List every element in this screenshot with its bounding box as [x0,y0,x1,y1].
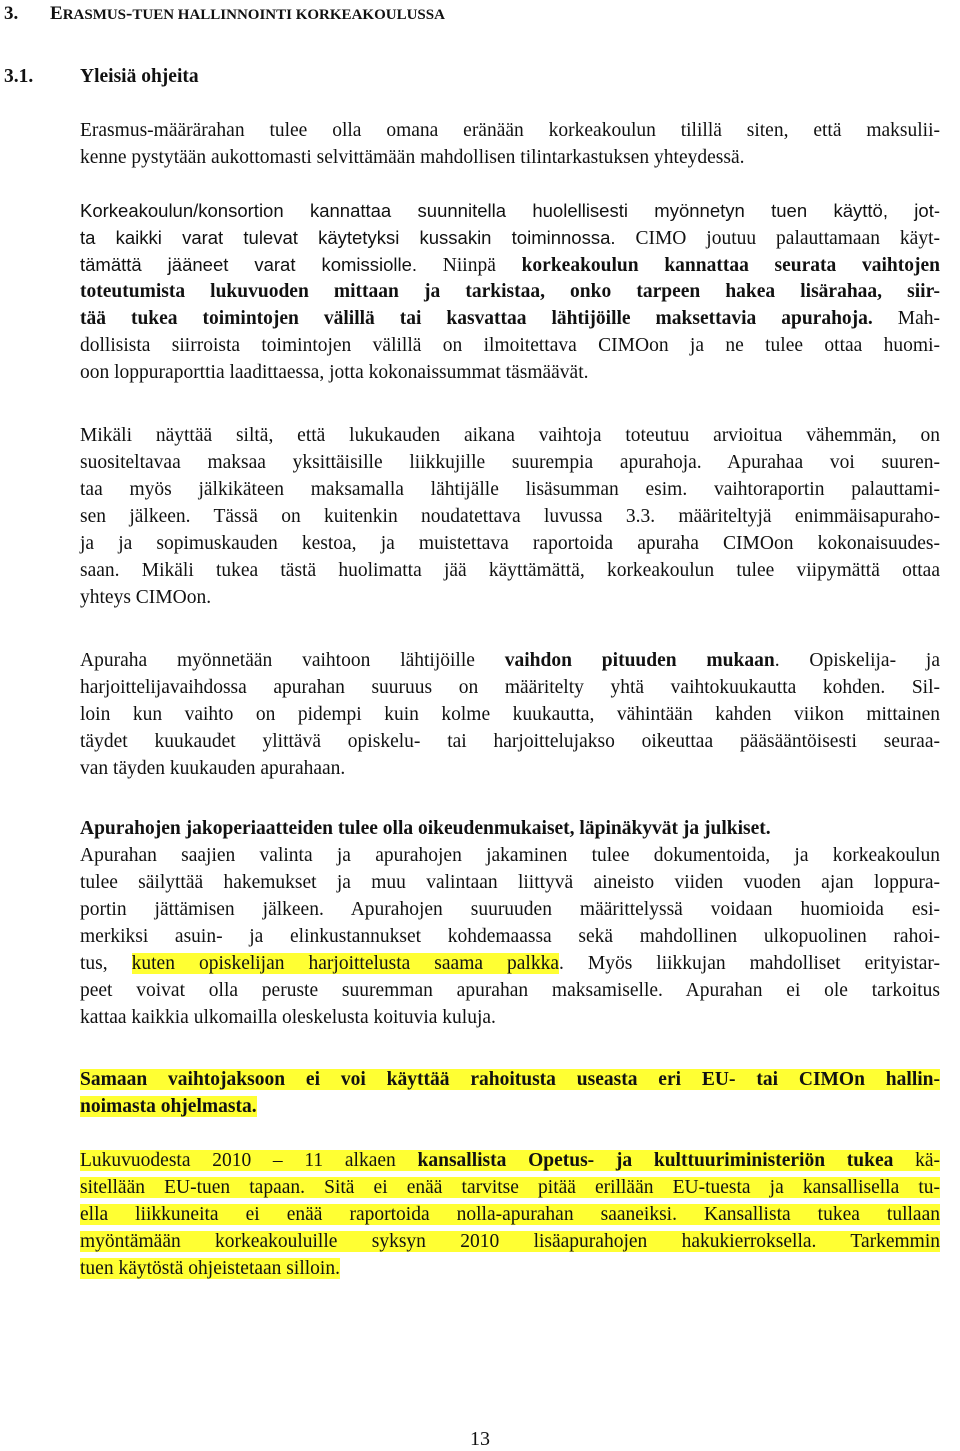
paragraph-4-line: harjoittelijavaihdossa apurahan suuruus on määritelty yhtä vaihtokuukautta kohden. Sil- [80,677,940,698]
highlighted-text: sitellään EU-tuen tapaan. Sitä ei enää tarvitse pitää erillään EU-tuesta ja kansallisella tu- [80,1177,940,1198]
paragraph-4-line: loin kun vaihto on pidempi kuin kolme kuukautta, vähintään kahden viikon mittainen [80,704,940,725]
paragraph-2-line: oon loppuraporttia laadittaessa, jotta kokonaissummat täsmäävät. [80,362,589,383]
section-title: Yleisiä ohjeita [80,66,199,87]
paragraph-7-line [80,1147,940,1174]
paragraph-5-line: merkiksi asuin- ja elinkustannukset kohdemaassa sekä mahdollinen ulkopuolinen rahoi- [80,926,940,947]
paragraph-2-line: tämättä jääneet varat komissiolle. Niinpä korkeakoulun kannattaa seurata vaihtojen [80,254,941,276]
paragraph-5-line: portin jättämisen jälkeen. Apurahojen suuruuden määrittelyssä voidaan huomioida esi- [80,899,940,920]
paragraph-7-line [80,1201,940,1228]
paragraph-5-line: tus, kuten opiskelijan harjoittelusta saama palkka. Myös liikkujan mahdolliset erityistar- [80,953,940,974]
page-number: 13 [470,1428,490,1450]
paragraph-2-line: tää tukea toimintojen välillä tai kasvattaa lähtijöille maksettavia apurahoja. Mah- [80,308,940,329]
chapter-heading: 3. ERASMUS-TUEN HALLINNOINTI KORKEAKOULUSSA [4,0,864,29]
paragraph-5-line: tulee säilyttää hakemukset ja muu valintaan liittyvä aineisto viiden vuoden ajan loppura- [80,872,940,893]
paragraph-3-line: ja ja sopimuskauden kestoa, ja muistettava raportoida apuraha CIMOon kokonaisuudes- [80,533,940,554]
paragraph-4-line: täydet kuukaudet ylittävä opiskelu- tai harjoittelujakso oikeuttaa pääsääntöisesti seuraa- [80,731,940,752]
paragraph-7-line [80,1174,940,1201]
section-number: 3.1. [4,66,34,87]
paragraph-5-line: kattaa kaikkia ulkomailla oleskelusta koituvia kuluja. [80,1007,496,1028]
paragraph-2-line: ta kaikki varat tulevat käytetyksi kussakin toiminnossa. CIMO joutuu palauttamaan käyt- [80,227,940,249]
paragraph-3-line: Mikäli näyttää siltä, että lukukauden aikana vaihtoja toteutuu arvioitua vähemmän, on [80,425,940,446]
paragraph-3-line: suositeltavaa maksaa yksittäisille liikkujille suurempia apurahoja. Apurahaa voi suuren- [80,452,940,473]
paragraph-4-line: van täyden kuukauden apurahaan. [80,758,346,779]
highlighted-text: Lukuvuodesta 2010 – 11 alkaen kansallista Opetus- ja kulttuuriministeriön tukea kä- [80,1150,940,1171]
highlighted-text: ella liikkuneita ei enää raportoida nolla-apurahan saaneiksi. Kansallista tukea tullaan [80,1204,940,1225]
highlighted-text: tuen käytöstä ohjeistetaan silloin. [80,1258,340,1279]
paragraph-5-line: Apurahojen jakoperiaatteiden tulee olla oikeudenmukaiset, läpinäkyvät ja julkiset. [80,818,771,839]
paragraph-2-line: dollisista siirroista toimintojen välillä on ilmoitettava CIMOon ja ne tulee ottaa huomi- [80,335,940,356]
highlighted-text: kuten opiskelijan harjoittelusta saama palkka [131,953,559,974]
paragraph-7-line [80,1228,940,1255]
paragraph-5-line: Apurahan saajien valinta ja apurahojen jakaminen tulee dokumentoida, ja korkeakoulun [80,845,940,866]
highlighted-text: myöntämään korkeakouluille syksyn 2010 lisäapurahojen hakukierroksella. Tarkemmin [80,1231,940,1252]
paragraph-6-line [80,1066,940,1093]
paragraph-2-line: Korkeakoulun/konsortion kannattaa suunnitella huolellisesti myönnetyn tuen käyttö, jot- [80,200,940,221]
paragraph-2-line: toteutumista lukuvuoden mittaan ja tarkistaa, onko tarpeen hakea lisärahaa, siir- [80,281,940,302]
paragraph-1-line: Erasmus-määrärahan tulee olla omana eränään korkeakoulun tilillä siten, että maksulii- [80,120,940,141]
paragraph-5-line: peet voivat olla peruste suuremman apurahan maksamiselle. Apurahan ei ole tarkoitus [80,980,940,1001]
paragraph-3-line: saan. Mikäli tukea tästä huolimatta jää käyttämättä, korkeakoulun tulee viipymättä ottaa [80,560,940,581]
section-heading [4,63,864,90]
paragraph-1-line: kenne pystytään aukottomasti selvittämään mahdollisen tilintarkastuksen yhteydessä. [80,147,745,168]
chapter-number: 3. [4,3,19,24]
paragraph-6-line [80,1093,940,1120]
paragraph-3-line: yhteys CIMOon. [80,587,212,608]
paragraph-4-line: Apuraha myönnetään vaihtoon lähtijöille vaihdon pituuden mukaan. Opiskelija- ja [80,650,940,671]
paragraph-3-line: sen jälkeen. Tässä on kuitenkin noudatettava luvussa 3.3. määriteltyjä enimmäisapuraho- [80,506,940,527]
highlighted-text: noimasta ohjelmasta. [80,1096,257,1117]
paragraph-3-line: taa myös jälkikäteen maksamalla lähtijälle lisäsumman esim. vaihtoraportin palauttami- [80,479,940,500]
paragraph-7-line [80,1255,940,1282]
highlighted-text: Samaan vaihtojaksoon ei voi käyttää rahoitusta useasta eri EU- tai CIMOn hallin- [80,1069,940,1090]
